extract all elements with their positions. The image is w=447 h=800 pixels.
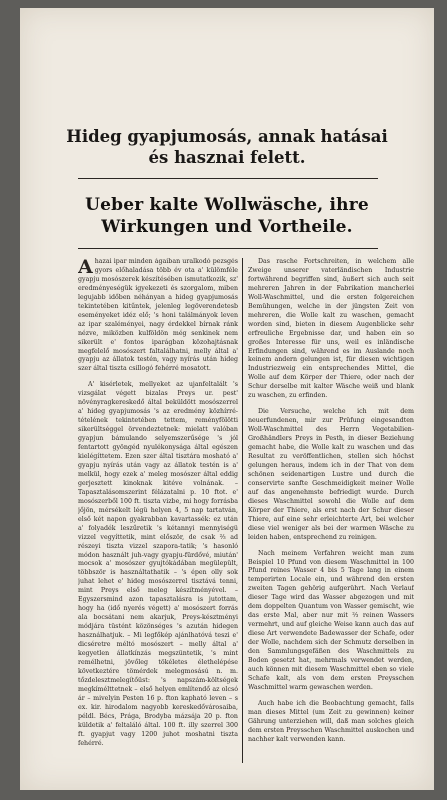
paragraph: Die Versuche, welche ich mit dem neuerfundenen, mir zur Prüfung eingesandten Woll-Waschmittel des Herrn Vegetabilien-Großhändlers Preys in Pesth, in dieser Beziehung gemacht habe, die Wolle kalt zu waschen und das Resultat zu veröffentlichen, stellen sich höchst gelungen heraus, indem ich in der That von dem schönen seidenartigen Lustre und durch die conservirte sanfte Geschmeidigkeit meiner Wolle auf das angenehmste befriedigt wurde. Durch dieses Waschmittel sowohl die Wolle auf dem Körper der Thiere, als erst nach der Schur dieser Thiere, auf eine sehr erleichterte Art, bei welcher diese viel weniger als bei der warmen Wäsche zu leiden haben, entsprechend zu reinigen.	[248, 408, 414, 541]
paragraph: Das rasche Fortschreiten, in welchem alle Zweige unserer vaterländischen Industrie fortwährend begriffen sind, äußert sich auch seit mehreren Jahren in der Fabrikation mancherlei Woll-Waschmittel, und die ersten folgereichen Bemühungen, welche in der jüngsten Zeit von mehreren, die Wolle kalt zu waschen, gemacht worden sind, bieten in diesem Augenblicke sehr erfreuliche Ergebnisse dar, und haben ein so großes Interesse für uns, weil es inländische Erfindungen sind, während es im Auslande noch keinem andern gelungen ist, für diesen wichtigen Industriezweig ein entsprechendes Mittel, die Wolle auf dem Körper der Thiere, oder nach der Schur derselbe mit kalter Wäsche weiß und blank zu waschen, zu erfinden.	[248, 258, 414, 400]
drop-cap: A	[78, 258, 93, 278]
paragraph-text: hazai ipar minden ágaiban uralkodó pezsgés gyors előhaladása több év ota a' külömféle gyapju mosószerek készítésében ismutatkozik, sz' eredményeségük igyekezeti és szorgalom, miben legujabb időben néhányan a hideg gyapjumosás tekintetében kitűntek, jelenleg legöverendetesb eseményeket idéz elő; 's honi találmányok leven az ipar szaléményei, nagy érdekkel bírnak ránk nézve, miközben kulföldön még senkinek nem sikerült e' fontos iparágban közohajtásnak megfelelő mosószert faltalálhatni, melly által a' gyapju az állatok testén, vagy nyírás után hideg szer által tiszta csillogó fehérré mosatott.	[78, 258, 238, 373]
column-divider	[242, 258, 243, 763]
paragraph	[78, 258, 238, 374]
document-page	[20, 8, 434, 790]
left-column-hungarian	[78, 258, 238, 768]
paragraph: A' kisérletek, mellyeket az ujanfeltalált 's vizsgálat végett bizalas Preys ur. pest' növényragkereskedő által beküldött mosószerrel a' hideg gyapjumosás 's az eredmény közhírré-tételének tekintetében tettem, reményfölötti sikerültséggel örvendeztetnek: mielatt valóban gyapjun bámulando selyemszerűsége 's jól fentartott gyöngéd nyulékonysága által egészen kielégíttetem. Ezen szer által tisztára mosható a' gyapju nyírás után vagy az állatok testén is a' melkül, hogy ezek a' meleg mosószer által eddig gerjesztett kinoknak kitéve volnának. – Tapasztalásomszerint félázatalni p. 10 ftot. e' mosószerből 100 ft. tiszta vizbe, mi hogy forrásba jőjön, mérsékelt légü helyen 4, 5 nap tartatván, első két napon gyakrabban kavartassék: ez után a' folyadék leszűretik 's kétannyi mennyiségü vizzel vegyíttetik, mint először, de csak ⅔ ad részeyi tiszta vizzel szapora-tatik; 's hasonló módon használt juh-vagy gyapju-fürdővé, miután' mocsok a' mosószer gyujtókádában megülepült, többször is használtathatik – 's épen olly sok juhat lehet e' hideg mosószerrel tisztává tenni, mint Preys első meleg készítményével. – Egyszersmind azon tapasztalásra is jutottam, hogy ha (idő nyerés végett) a' mosószert forrás ala bocsátani nem akarjuk, Preys-késztményi módjára tüstént közönséges 's azután hidegen használhatjuk. – Mi legfőkép ajánlhatóvá teszi e' dicséretre méltó mosószert – melly által a' kegyetlen állatkínzás megszüntetik, 's mint remélhetni, jövőleg tökéletes élethelépése következtére tömérdek melegmosású n. m. tőzdelesztmelegítőüst: 's napszám-költségek megkímélttetnek – első helyen említendő az olcsó ár – mivelyin Pesten 16 p. fton kapható leven – s ex. kir. hirodalom nagyobb kereskedővárosaiba, példl. Bécs, Prága, Brodyba mázsája 20 p. fton küldetik a' feltaláló által. 100 ft. illy szerrel 300 ft. gyapjut vagy 1200 juhot moshatni tiszta fehérré.	[78, 381, 238, 747]
right-column-german	[248, 258, 414, 770]
title-rule-bottom	[78, 248, 378, 249]
paragraph: Auch habe ich die Beobachtung gemacht, falls man dieses Mittel (um Zeit zu gewinnen) keiner Gährung unterziehen will, daß man solches gleich dem ersten Preysschen Waschmittel auskochen und nachher kalt verwenden kann.	[248, 699, 414, 743]
title-german: Ueber kalte Wollwäsche, ihre Wirkungen und Vortheile.	[85, 195, 369, 237]
title-hungarian: Hideg gyapjumosás, annak hatásai és hasznai felett.	[66, 127, 388, 167]
title-rule-top	[78, 178, 378, 179]
paragraph: Nach meinem Verfahren weicht man zum Beispiel 10 Pfund von diesem Waschmittel in 100 Pfund reines Wasser 4 bis 5 Tage lang in einem temperirten Locale ein, und während den ersten zweiten Tagen gehörig aufgerührt. Nach Verlauf dieser Tage wird das Wasser abgezogen und mit dem doppelten Quantum von Wasser gemischt, wie das erste Mal, aber nur mit ⅔ reinen Wassers vermehrt, und auf gleiche Weise kann auch das auf diese Art verwendete Badewasser der Schafe, oder der Wolle, nachdem sich der Schmutz derselben in den Sammlungsgefäßen des Waschmittels zu Boden gesetzt hat, mehrmals verwendet werden, auch können mit diesem Waschmittel eben so viele Schafe kalt, als von dem ersten Preysschen Waschmittel warm gewaschen werden.	[248, 549, 414, 691]
